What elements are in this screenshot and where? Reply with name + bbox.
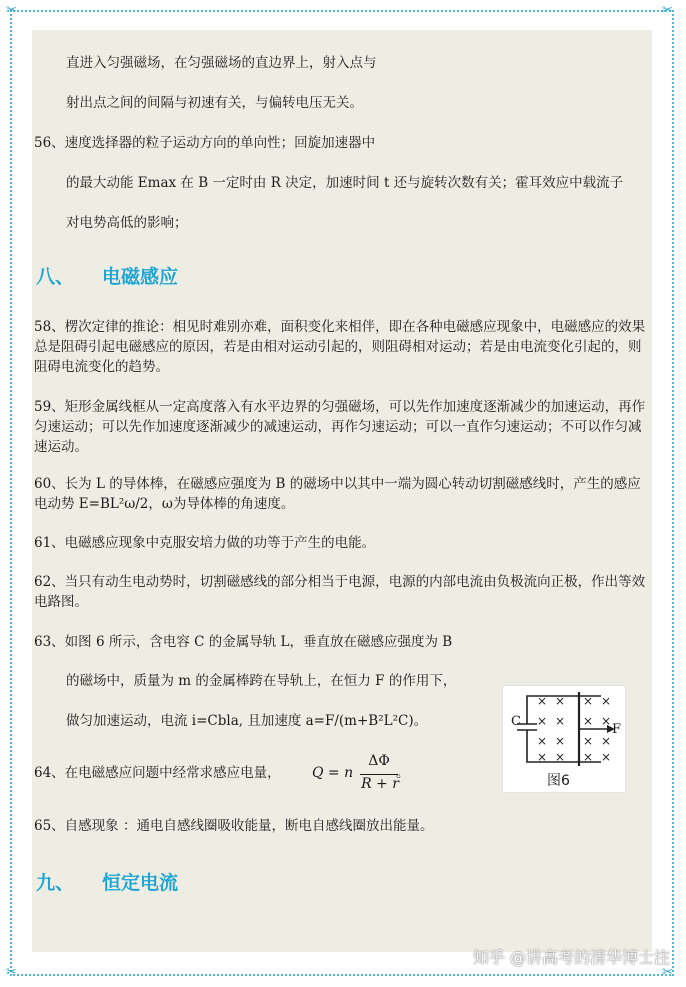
- field-cross: ×: [601, 714, 612, 728]
- field-cross: ×: [555, 734, 566, 748]
- item-61: 61、电磁感应现象中克服安培力做的功等于产生的电能。: [34, 535, 376, 551]
- item-65: 65、自感现象 ：通电自感线圈吸收能量，断电自感线圈放出能量。: [34, 818, 434, 834]
- text-line: 对电势高低的影响；: [66, 215, 188, 231]
- field-cross: ×: [583, 750, 594, 764]
- field-cross: ×: [537, 734, 548, 748]
- item-58: 58、楞次定律的推论：相见时难别亦难，面积变化来相伴，即在各种电磁感应现象中，电磁感应的效果总是阻碍引起电磁感应的原因，若是由相对运动引起的，则阻碍相对运动；若是由电流变化引起的，则阻碍电流变化的趋势。: [34, 319, 646, 375]
- item-56: 56、速度选择器的粒子运动方向的单向性；回旋加速器中: [34, 135, 376, 151]
- item-60: 60、长为 L 的导体棒，在磁感应强度为 B 的磁场中以其中一端为圆心转动切割磁感线时，产生的感应电动势 E=BL²ω/2，ω为导体棒的角速度。: [34, 476, 641, 512]
- field-cross: ×: [555, 750, 566, 764]
- field-cross: ×: [537, 714, 548, 728]
- item-59: 59、矩形金属线框从一定高度落入有水平边界的匀强磁场，可以先作加速度逐渐减少的加速运动，再作匀速运动；可以先作加速度逐渐减少的减速运动，再作匀速运动；可以一直作匀速运动；不可以作匀减速运动。: [34, 399, 646, 455]
- fraction-bar: [360, 774, 398, 775]
- section-number: 八、: [36, 266, 75, 288]
- text-line: 射出点之间的间隔与初速有关，与偏转电压无关。: [66, 95, 363, 111]
- field-cross: ×: [601, 750, 612, 764]
- text-line: 。: [396, 765, 410, 781]
- text-line: 做匀加速运动，电流 i=Cbla, 且加速度 a=F/(m+B²L²C)。: [66, 713, 428, 729]
- formula-numerator: ΔΦ: [368, 753, 390, 769]
- scissor-icon: ✂: [662, 965, 673, 980]
- figure-6: [502, 685, 626, 793]
- text-line: 的磁场中，质量为 m 的金属棒跨在导轨上，在恒力 F 的作用下，: [66, 673, 457, 689]
- field-cross: ×: [537, 694, 548, 708]
- item-62: 62、当只有动生电动势时，切割磁感线的部分相当于电源，电源的内部电流由负极流向正极，作出等效电路图。: [34, 574, 646, 610]
- field-cross: ×: [601, 734, 612, 748]
- figure-caption: 图6: [547, 773, 570, 789]
- scissor-icon: ✂: [6, 3, 17, 18]
- section-title: 恒定电流: [102, 872, 179, 894]
- section-heading-8: [36, 262, 178, 289]
- field-cross: ×: [555, 714, 566, 728]
- text-line: 的最大动能 Emax 在 B 一定时由 R 决定，加速时间 t 还与旋转次数有关；霍耳效应中载流子: [66, 175, 624, 191]
- scissor-icon: ✂: [662, 3, 673, 18]
- formula-denominator: R + r: [361, 776, 399, 792]
- force-label: F: [612, 722, 622, 737]
- field-cross: ×: [583, 714, 594, 728]
- scissor-icon: ✂: [6, 965, 17, 980]
- field-cross: ×: [601, 694, 612, 708]
- field-cross: ×: [583, 734, 594, 748]
- field-cross: ×: [537, 750, 548, 764]
- item-64: 64、在电磁感应问题中经常求感应电量，: [34, 765, 281, 781]
- field-cross: ×: [555, 694, 566, 708]
- section-heading-9: [36, 868, 178, 895]
- item-63: 63、如图 6 所示，含电容 C 的金属导轨 L，垂直放在磁感应强度为 B: [34, 634, 453, 650]
- watermark: 知乎 @讲高考的清华博士注: [472, 948, 670, 967]
- formula-lhs: Q = n: [312, 765, 354, 781]
- capacitor-label: C: [511, 714, 521, 729]
- section-title: 电磁感应: [102, 266, 179, 288]
- text-line: 直进入匀强磁场，在匀强磁场的直边界上，射入点与: [66, 55, 377, 71]
- section-number: 九、: [36, 872, 75, 894]
- field-cross: ×: [583, 694, 594, 708]
